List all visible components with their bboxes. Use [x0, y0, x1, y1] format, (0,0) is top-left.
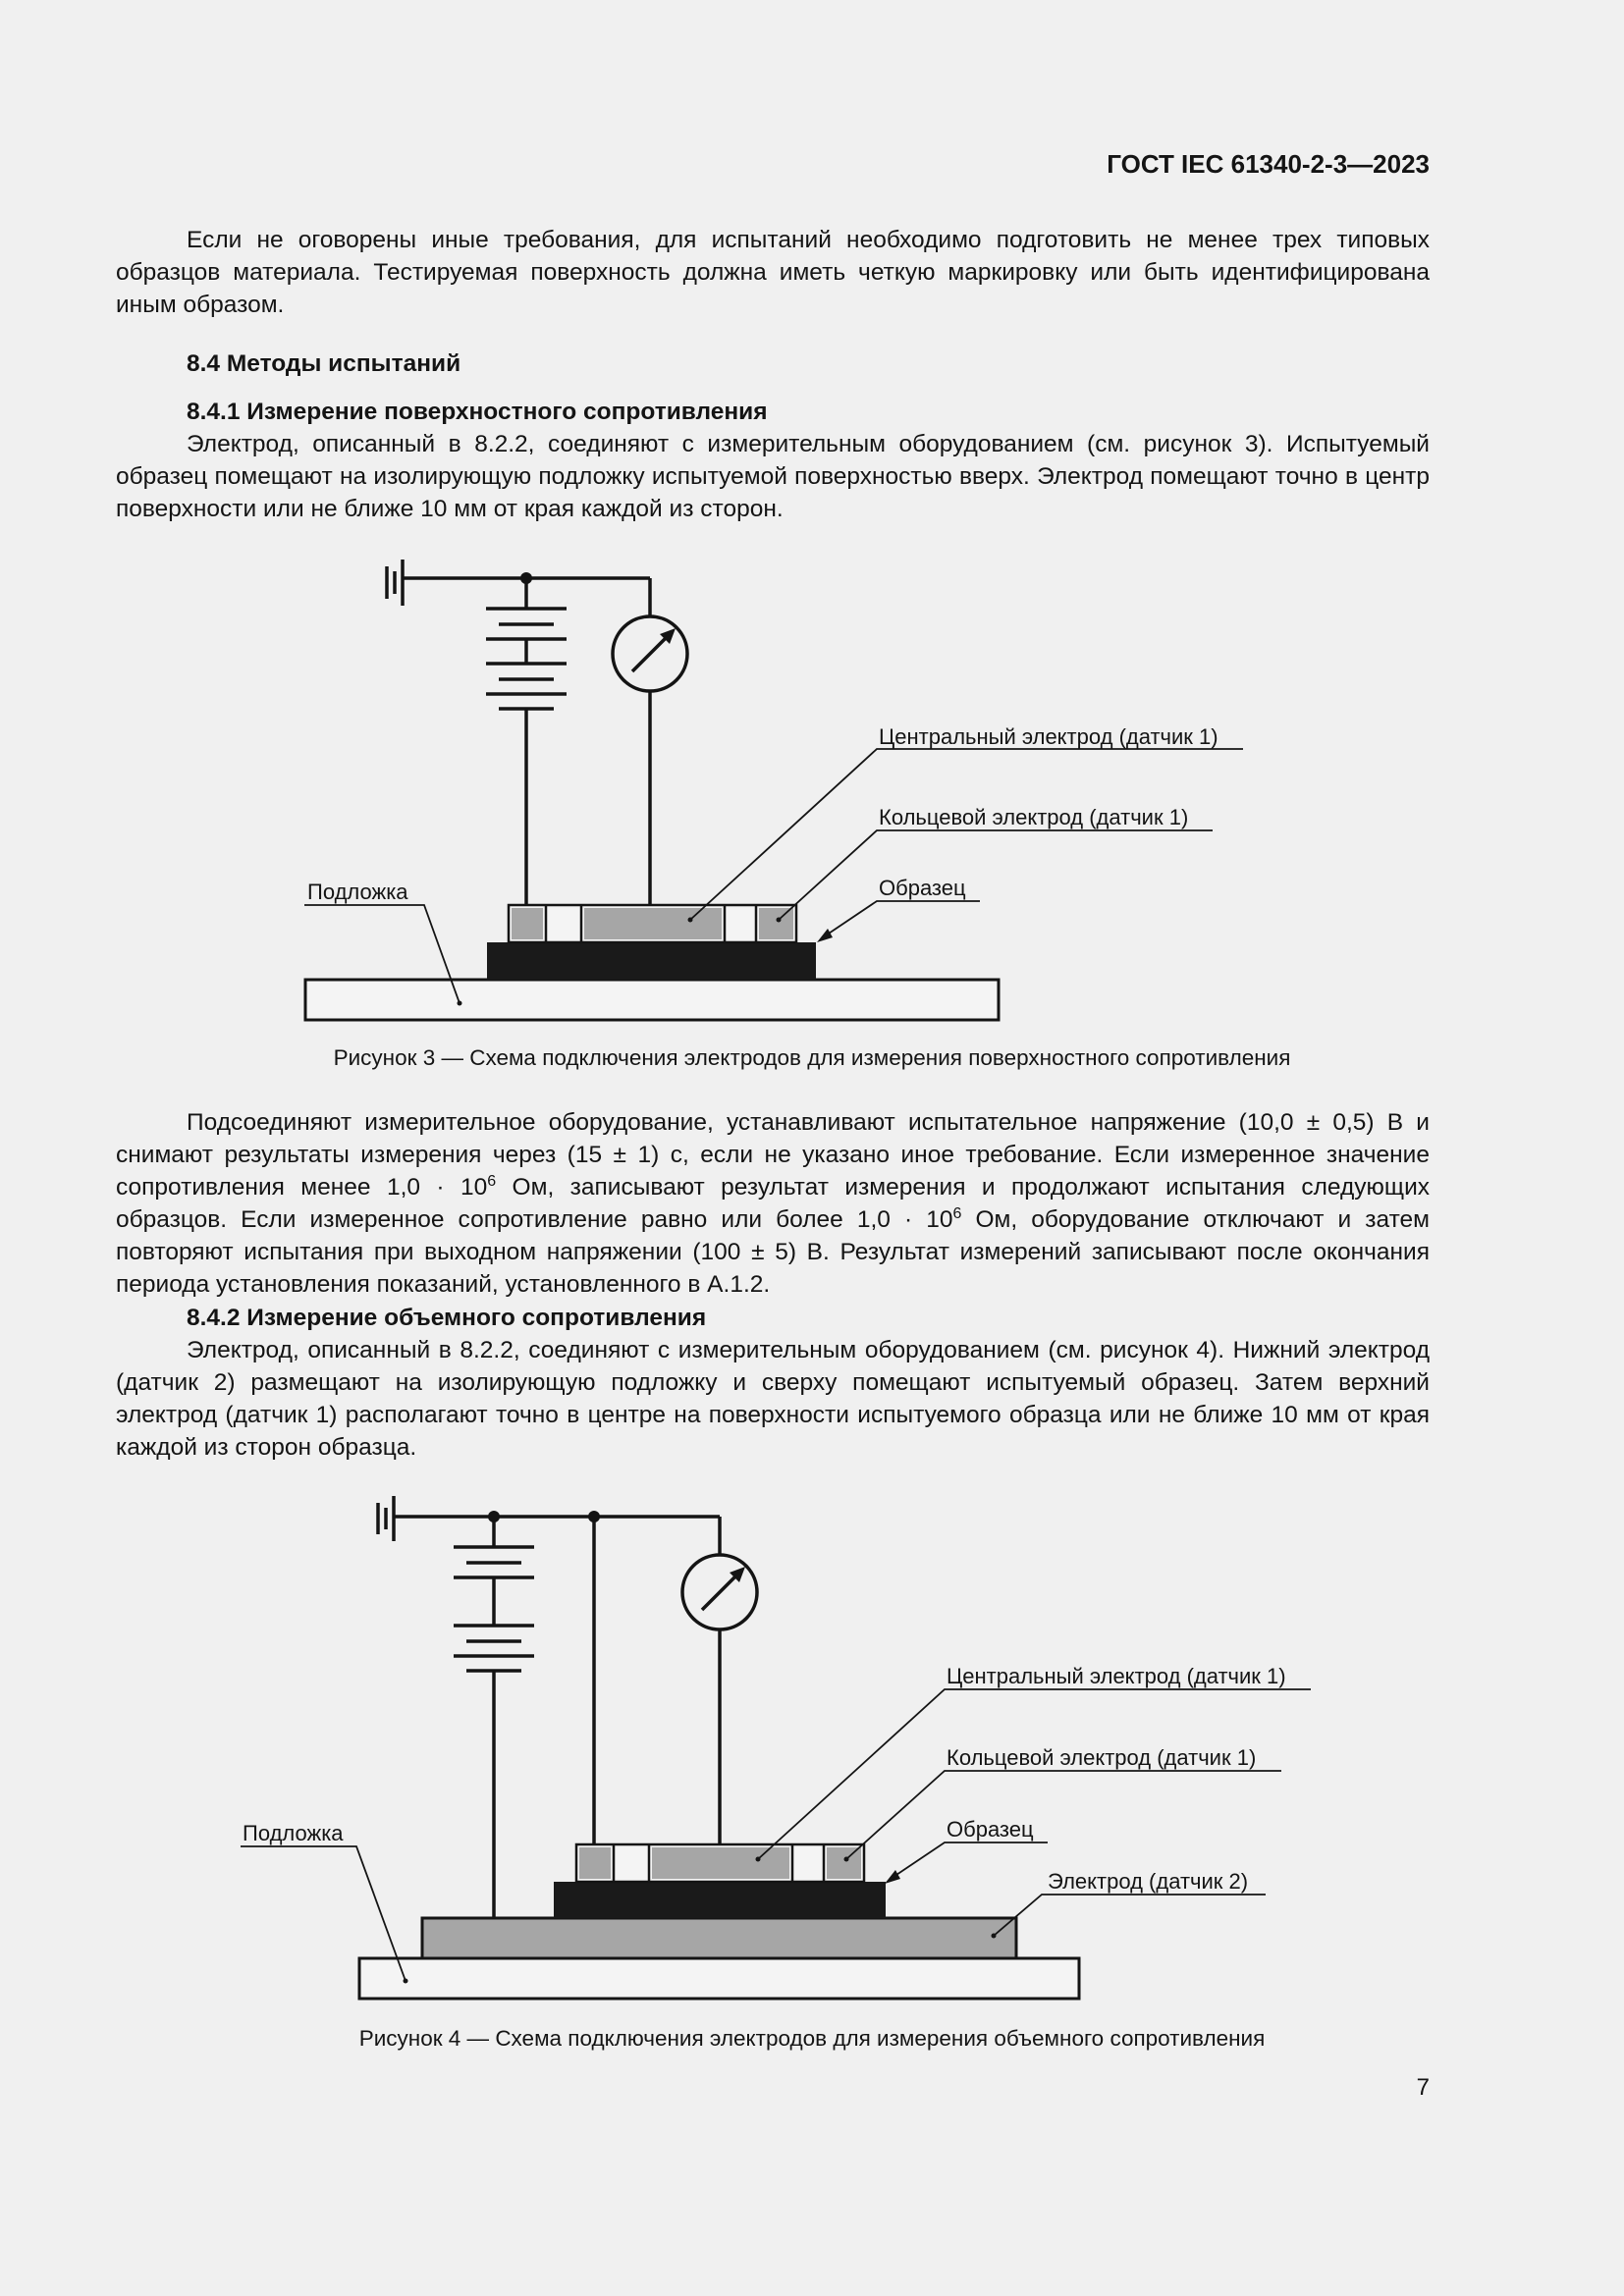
figure-4-substrate-label: Подложка — [243, 1821, 344, 1845]
measurement-text-3: Ом, оборудование отключают и затем повторяют испытания при выходном напряжении (100 ± 5) В. Результат измерений записывают после окончания периода установления показаний, установленного в А.1.2. — [116, 1206, 1431, 1298]
exponent-1: 6 — [487, 1172, 497, 1190]
section-8-4-2-block — [116, 1302, 1430, 1464]
figure-4-caption: Рисунок 4 — Схема подключения электродов для измерения объемного сопротивления — [358, 2026, 1266, 2051]
section-8-4-2-paragraph: Электрод, описанный в 8.2.2, соединяют с измерительным оборудованием (см. рисунок 4). Нижний электрод (датчик 2) размещают на изолирующую подложку и сверху помещают испытуемый образец. Затем верхний электрод (датчик 1) располагают точно в центре на поверхности испытуемого образца или не ближе 10 мм от края каждой из сторон образца. — [116, 1337, 1430, 1461]
sample — [554, 1882, 886, 1918]
figure-3-sample-label: Образец — [879, 876, 966, 900]
exponent-2: 6 — [952, 1204, 962, 1222]
figure-3-ring-electrode-label: Кольцевой электрод (датчик 1) — [879, 805, 1189, 829]
section-8-4-1-title: 8.4.1 Измерение поверхностного сопротивления — [187, 399, 768, 425]
ring-electrode-leader — [779, 830, 1213, 920]
central-electrode — [652, 1847, 789, 1879]
section-8-4-1-block — [116, 396, 1430, 525]
section-8-4-title: 8.4 Методы испытаний — [187, 350, 461, 377]
central-electrode-leader — [690, 749, 1243, 920]
substrate — [305, 980, 999, 1020]
ring-electrode — [512, 908, 543, 939]
figure-3-central-electrode-label: Центральный электрод (датчик 1) — [879, 724, 1218, 749]
substrate — [359, 1958, 1079, 1999]
figure-4-diagram — [0, 1487, 1624, 2017]
section-8-4-2-title: 8.4.2 Измерение объемного сопротивления — [187, 1305, 707, 1331]
page-number: 7 — [1416, 2074, 1430, 2101]
figure-3-caption: Рисунок 3 — Схема подключения электродов для измерения поверхностного сопротивления — [333, 1045, 1291, 1070]
sample-leader — [823, 901, 980, 937]
bottom-electrode — [422, 1918, 1016, 1958]
measurement-paragraph — [116, 1106, 1430, 1301]
figure-4-central-electrode-label: Центральный электрод (датчик 1) — [947, 1664, 1286, 1688]
ring-electrode-leader — [846, 1771, 1281, 1859]
measurement-block — [116, 1106, 1430, 1301]
figure-4-sample-label: Образец — [947, 1817, 1034, 1842]
section-8-4-1-paragraph: Электрод, описанный в 8.2.2, соединяют с измерительным оборудованием (см. рисунок 3). Испытуемый образец помещают на изолирующую подложку испытуемой поверхностью вверх. Электрод помещают точно в центр поверхности или не ближе 10 мм от края каждой из сторон. — [116, 431, 1430, 522]
electrode-2-leader — [994, 1895, 1266, 1936]
measurement-text-1: Подсоединяют измерительное оборудование, устанавливают испытательное напряжение (10,0 ± 0,5) В и снимают результаты измерения через (15 ± 1) с, если не указано иное требование. Если измеренное значение сопротивления менее 1,0 · 10 — [116, 1109, 1430, 1201]
intro-paragraph: Если не оговорены иные требования, для испытаний необходимо подготовить не менее трех типовых образцов материала. Тестируемая поверхность должна иметь четкую маркировку или быть идентифицирована иным образом. — [116, 227, 1430, 318]
sample-leader — [891, 1842, 1048, 1879]
central-electrode-leader — [758, 1689, 1311, 1859]
section-8-4-heading-block — [116, 347, 1430, 380]
figure-3-substrate-label: Подложка — [307, 880, 408, 904]
figure-4-ring-electrode-label: Кольцевой электрод (датчик 1) — [947, 1745, 1257, 1770]
measurement-text-2: Ом, записывают результат измерения и продолжают испытания следующих образцов. Если измеренное сопротивление равно или более 1,0 · 10 — [116, 1174, 1431, 1233]
intro-block — [116, 224, 1430, 321]
ring-electrode — [579, 1847, 611, 1879]
document-code: ГОСТ IEC 61340-2-3—2023 — [1107, 149, 1430, 179]
central-electrode — [584, 908, 722, 939]
figure-3-diagram — [0, 550, 1624, 1041]
figure-4-electrode-2-label: Электрод (датчик 2) — [1048, 1869, 1249, 1894]
sample — [487, 942, 816, 980]
